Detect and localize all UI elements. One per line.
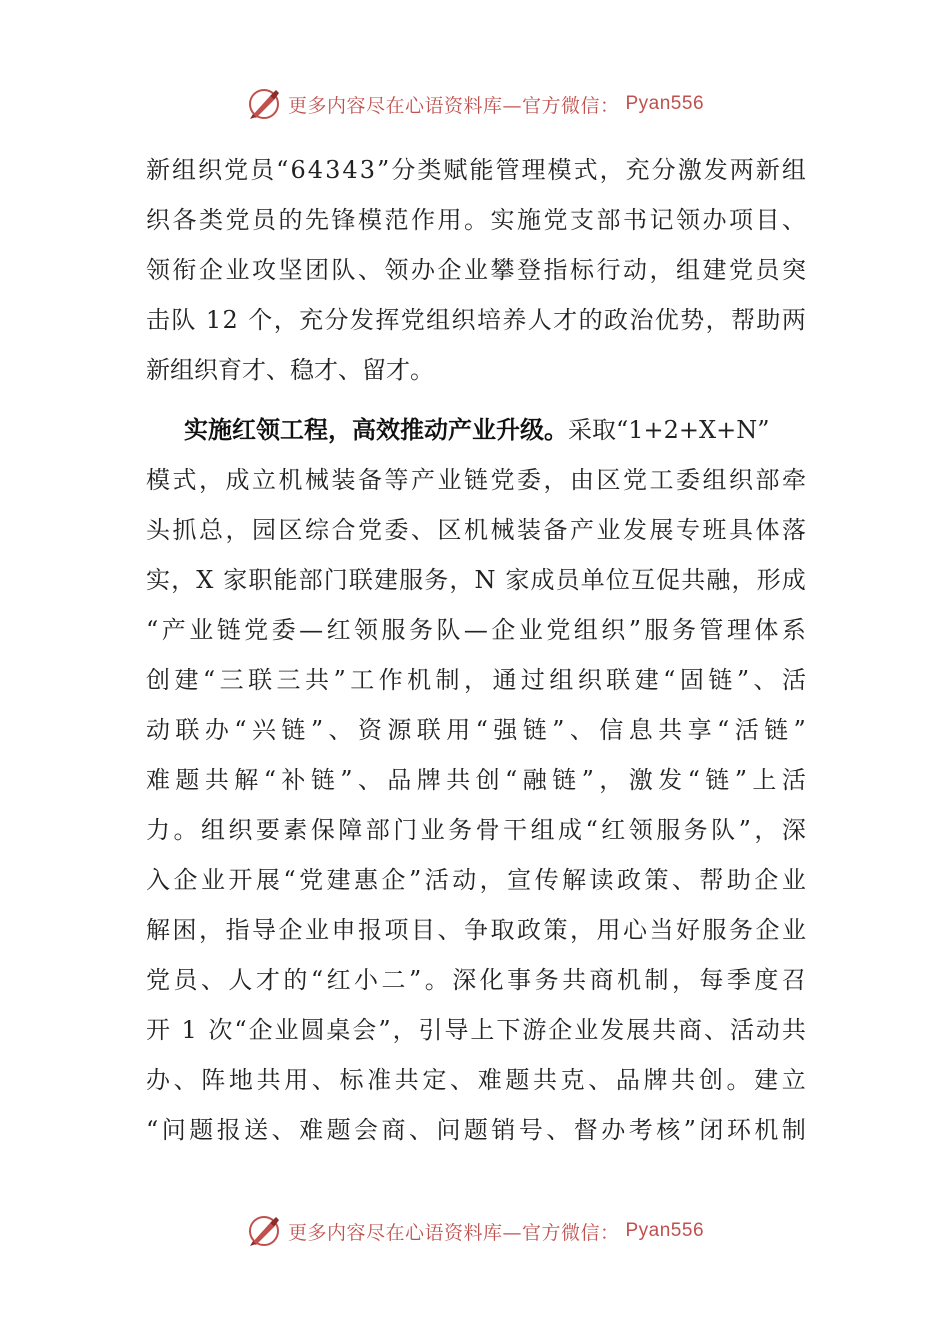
text-line: 党 员 、 人 才 的 “ 红 小 二 ” 。 深 化 事 务 共 商 机 制 ， 每 季 度 召 (146, 966, 806, 994)
text-line: 难 题 共 解 “ 补 链 ” 、 品 牌 共 创 “ 融 链 ” ， 激 发 “ 链 ” 上 活 (146, 766, 806, 794)
paragraph-1 (146, 145, 806, 395)
header-banner (0, 84, 950, 124)
text-line: “ 问 题 报 送 、 难 题 会 商 、 问 题 销 号 、 督 办 考 核 ” 闭 环 机 制 (146, 1116, 806, 1144)
text-line: “ 产 业 链 党 委 — 红 领 服 务 队 — 企 业 党 组 织 ” 服 务 管 理 体 系 (146, 616, 806, 644)
heading-line-rest: 采取“1+2+X+N” (568, 416, 770, 444)
text-line: 实 ， X 家 职 能 部 门 联 建 服 务 ， N 家 成 员 单 位 互 促 共 融 ， 形 成 (146, 566, 806, 594)
text-line: 创 建 “ 三 联 三 共 ” 工 作 机 制 ， 通 过 组 织 联 建 “ 固 链 ” 、 活 (146, 666, 806, 694)
text-line: 力 。 组 织 要 素 保 障 部 门 业 务 骨 干 组 成 “ 红 领 服 务 队 ” ， 深 (146, 816, 806, 844)
paragraph-heading: 实施红领工程，高效推动产业升级。 (184, 415, 568, 444)
text-line: 开 1 次 “ 企 业 圆 桌 会 ” ， 引 导 上 下 游 企 业 发 展 共 商 、 活 动 共 (146, 1016, 806, 1044)
pen-logo-icon (246, 1213, 282, 1249)
banner-wechat-id: Pyan556 (625, 1220, 705, 1241)
footer-banner (0, 1211, 950, 1251)
banner-text: 更多内容尽在心语资料库—官方微信： (287, 94, 620, 117)
document-body (146, 145, 806, 1155)
text-line: 模 式 ， 成 立 机 械 装 备 等 产 业 链 党 委 ， 由 区 党 工 委 组 织 部 牵 (146, 466, 806, 494)
banner-wechat-id: Pyan556 (625, 93, 705, 114)
text-line: 新组织育才、稳才、留才。 (146, 356, 434, 384)
text-line: 头 抓 总 ， 园 区 综 合 党 委 、 区 机 械 装 备 产 业 发 展 专 班 具 体 落 (146, 516, 806, 544)
text-line: 解 困 ， 指 导 企 业 申 报 项 目 、 争 取 政 策 ， 用 心 当 好 服 务 企 业 (146, 916, 806, 944)
text-line: 新 组 织 党 员 “ 6 4 3 4 3 ” 分 类 赋 能 管 理 模 式 ， 充 分 激 发 两 新 组 (146, 156, 806, 184)
text-line: 织 各 类 党 员 的 先 锋 模 范 作 用 。 实 施 党 支 部 书 记 领 办 项 目 、 (146, 206, 806, 234)
paragraph-2 (146, 405, 806, 1155)
text-line: 办 、 阵 地 共 用 、 标 准 共 定 、 难 题 共 克 、 品 牌 共 创 。 建 立 (146, 1066, 806, 1094)
pen-logo-icon (246, 86, 282, 122)
text-line-heading (146, 405, 806, 455)
text-line: 领 衔 企 业 攻 坚 团 队 、 领 办 企 业 攀 登 指 标 行 动 ， 组 建 党 员 突 (146, 256, 806, 284)
text-line: 动 联 办 “ 兴 链 ” 、 资 源 联 用 “ 强 链 ” 、 信 息 共 享 “ 活 链 ” (146, 716, 806, 744)
banner-text: 更多内容尽在心语资料库—官方微信： (287, 1221, 620, 1244)
text-line: 入 企 业 开 展 “ 党 建 惠 企 ” 活 动 ， 宣 传 解 读 政 策 、 帮 助 企 业 (146, 866, 806, 894)
text-line: 击 队 1 2 个 ， 充 分 发 挥 党 组 织 培 养 人 才 的 政 治 优 势 ， 帮 助 两 (146, 306, 806, 334)
